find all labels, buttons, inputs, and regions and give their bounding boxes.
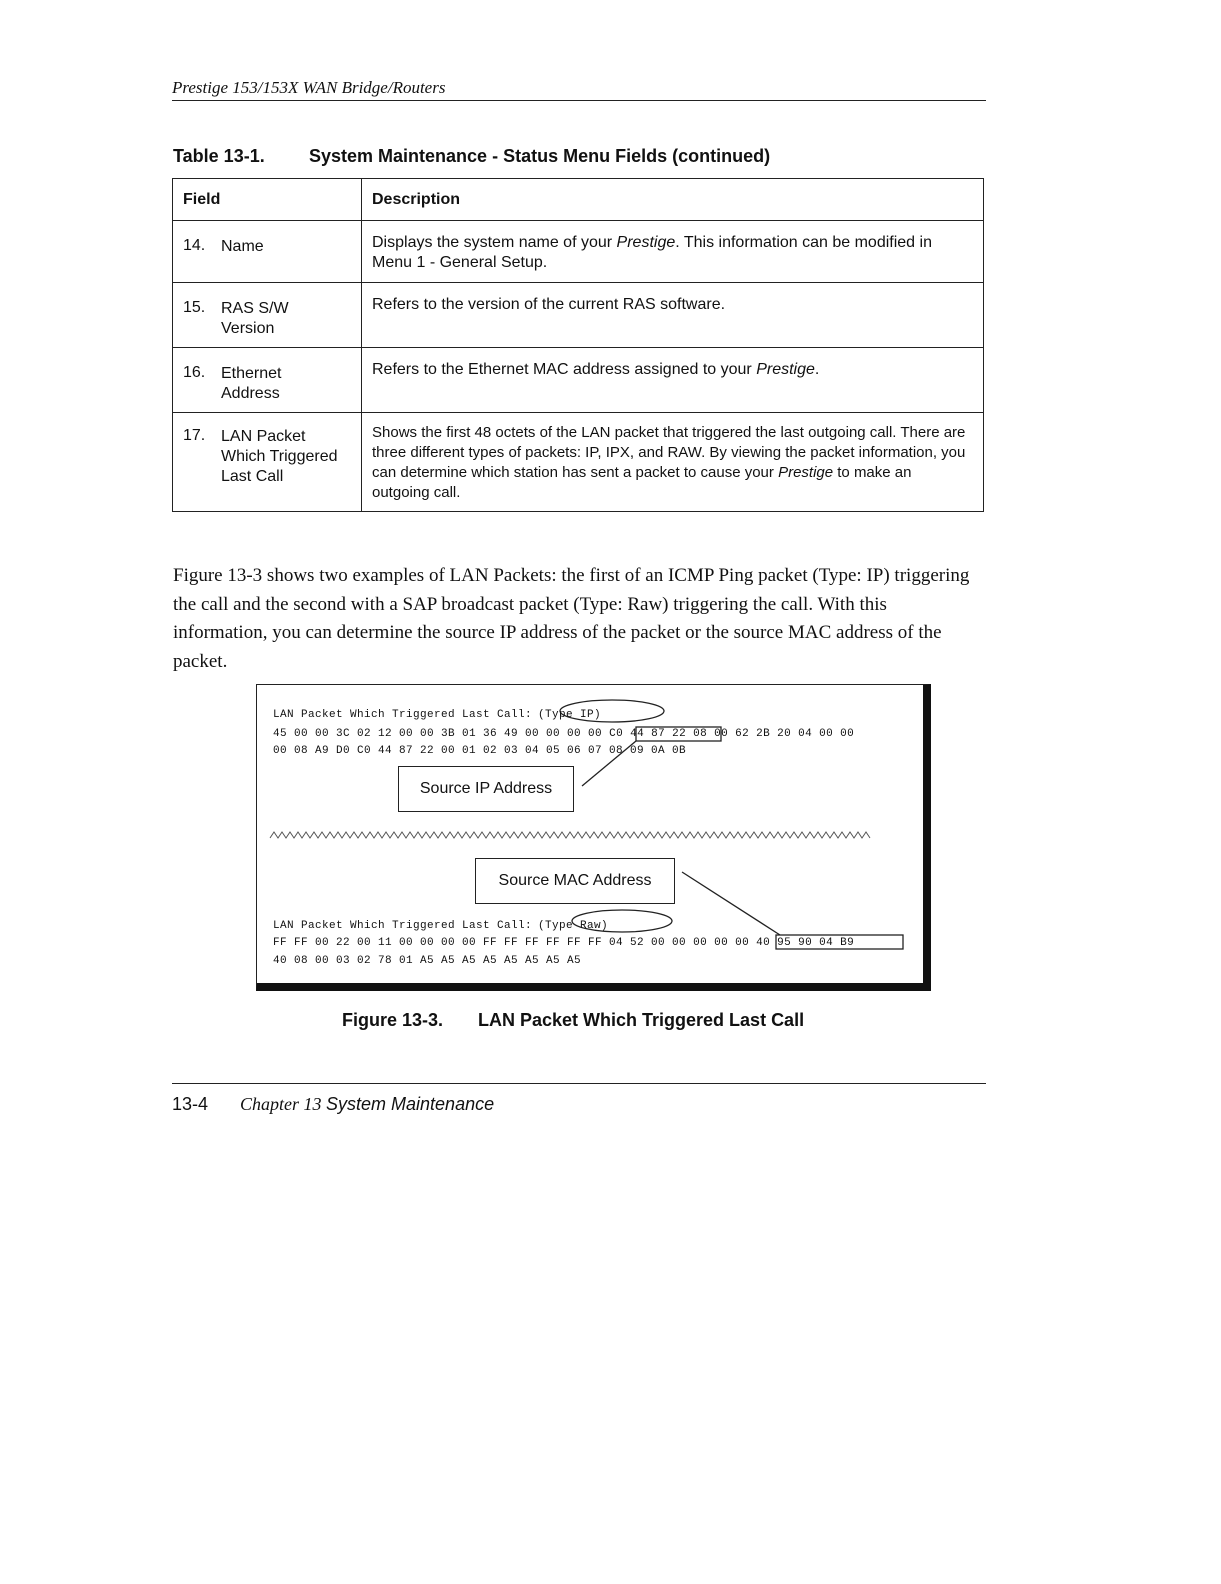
ip-dump-line-1 (273, 728, 854, 740)
figure-caption-title: LAN Packet Which Triggered Last Call (478, 1010, 805, 1030)
field-name: LAN Packet Which Triggered Last Call (221, 428, 338, 485)
description-text: Displays the system name of your (372, 234, 617, 251)
description-text: Shows the first 48 octets of the LAN packet that triggered the last outgoing call. There are three different types of packets: IP, IPX, and RAW. By viewing the packet information, you can determine which station has sent a packet to cause your (372, 424, 966, 481)
column-header-field: Field (173, 179, 362, 221)
description-emphasis: Prestige (778, 464, 834, 481)
table-caption-number: Table 13-1. (173, 146, 265, 166)
description-emphasis: Prestige (756, 361, 815, 378)
description-text: Refers to the Ethernet MAC address assigned to your (372, 361, 757, 378)
ip-packet-label (273, 709, 601, 721)
raw-dump-text: FF FF 00 22 00 11 00 00 00 00 FF FF FF FF FF FF 04 52 00 00 00 00 (273, 937, 736, 949)
description-text-end: . (814, 361, 820, 378)
footer-chapter-title: System Maintenance (326, 1094, 495, 1114)
table-caption-title: System Maintenance - Status Menu Fields (continued) (309, 146, 771, 166)
ip-dump-text: 45 00 00 3C 02 12 00 00 3B 01 36 49 00 00 00 00 (273, 728, 610, 740)
running-header: Prestige 153/153X WAN Bridge/Routers (172, 78, 446, 97)
ip-source-address-bytes: C0 44 87 22 (609, 728, 687, 740)
ip-dump-line-2: 00 08 A9 D0 C0 44 87 22 00 01 02 03 04 05 06 07 08 09 0A 0B (273, 745, 687, 757)
raw-source-mac-bytes: 00 40 95 90 04 B9 (735, 937, 855, 949)
figure-caption (342, 1010, 804, 1031)
field-name: Name (221, 238, 264, 255)
raw-packet-label (273, 920, 608, 932)
footer-chapter-label: Chapter 13 (240, 1094, 322, 1114)
ip-dump-text-end: 08 00 62 2B 20 04 00 00 (686, 728, 855, 740)
page-number: 13-4 (172, 1094, 209, 1114)
section-break-zigzag (270, 832, 870, 838)
source-ip-callout: Source IP Address (398, 766, 574, 812)
footer-rule (172, 1083, 986, 1084)
field-name: Ethernet Address (221, 365, 282, 402)
description-emphasis: Prestige (616, 234, 676, 251)
field-number: 16. (183, 364, 206, 381)
field-number: 14. (183, 237, 206, 254)
page-footer (172, 1094, 494, 1115)
raw-dump-line-2: 40 08 00 03 02 78 01 A5 A5 A5 A5 A5 A5 A5 A5 (273, 955, 582, 967)
field-number: 17. (183, 427, 206, 444)
raw-packet-label-text: LAN Packet Which Triggered Last Call: (273, 920, 533, 932)
description-text-end: to make an outgoing call. (372, 464, 912, 501)
ip-packet-label-text: LAN Packet Which Triggered Last Call: (273, 709, 533, 721)
description-text: Refers to the version of the current RAS software. (372, 296, 726, 313)
intro-paragraph: Figure 13-3 shows two examples of LAN Packets: the first of an ICMP Ping packet (Type: IP) triggering the call and the second with a SAP broadcast packet (Type: Raw) triggering the call. With this information, you can determine the source IP address of the packet or the source MAC address of the packet. (173, 565, 970, 672)
raw-dump-line-1 (273, 937, 854, 949)
raw-type-tag: (Type Raw) (538, 920, 609, 932)
field-name: RAS S/W Version (221, 300, 289, 337)
ip-type-tag: (Type IP) (538, 709, 602, 721)
description-text-end: . This information can be modified in Menu 1 - General Setup. (372, 234, 932, 271)
column-header-description: Description (362, 179, 984, 221)
source-mac-callout: Source MAC Address (475, 858, 675, 904)
field-number: 15. (183, 299, 206, 316)
mac-callout-leader (682, 872, 780, 935)
figure-caption-number: Figure 13-3. (342, 1010, 444, 1030)
